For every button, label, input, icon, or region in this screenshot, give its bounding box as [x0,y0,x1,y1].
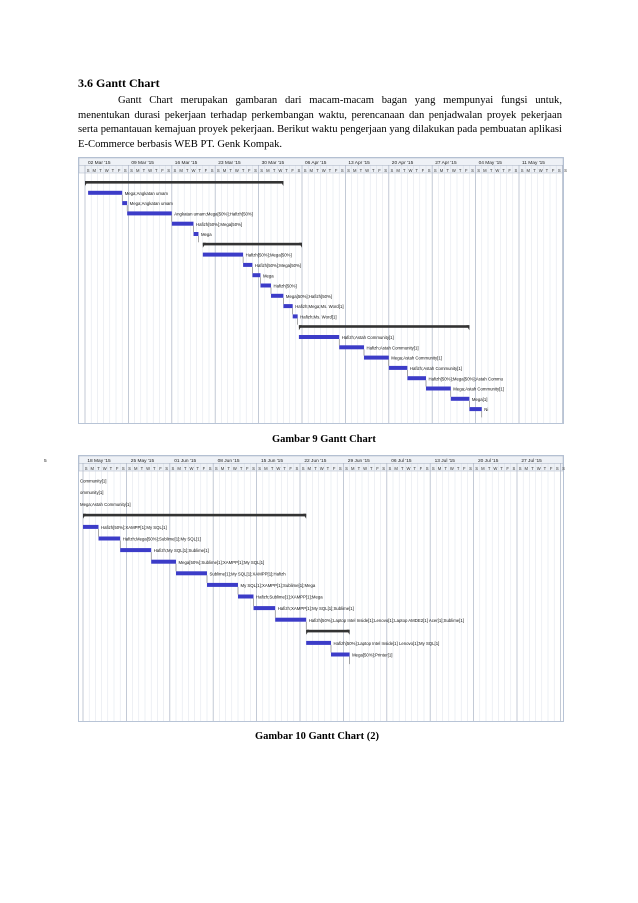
day-letter: T [314,466,317,471]
day-letter: T [272,168,276,173]
week-label: 18 May '15 [87,459,111,464]
task-bar [99,537,121,541]
task-bar [339,345,364,349]
day-letter: T [285,168,288,173]
day-letter: S [345,466,348,471]
task-bar [194,232,199,236]
task-label: Mega;Angkatan umam [124,190,168,196]
day-letter: S [167,168,171,173]
day-letter: S [208,466,212,471]
day-letter: T [533,168,536,173]
week-label: 06 Apr '15 [305,161,327,166]
week-label: 13 Apr '15 [348,161,370,166]
day-letter: W [276,466,281,471]
day-letter: T [153,466,156,471]
day-letter: S [165,466,169,471]
day-letter: F [376,466,379,471]
day-letter: W [536,466,541,471]
day-letter: W [189,466,194,471]
day-letter: W [449,466,454,471]
day-letter: S [382,466,386,471]
task-bar [451,397,470,401]
task-label: Hafizh[50%];Mega[50%];Astah Commu [428,376,504,382]
day-letter: S [340,168,344,173]
day-letter: S [128,466,131,471]
day-letter: S [84,466,88,471]
day-letter: T [196,466,199,471]
day-letter: T [184,466,187,471]
week-label: 23 Mar '15 [218,161,241,166]
task-label: Mega[1] [471,396,488,402]
task-label: Mega[50%];Printer[1] [352,652,393,658]
day-letter: W [365,168,370,173]
task-label: ommunity[1] [80,490,104,496]
week-label: 11 May '15 [522,161,545,166]
task-bar [299,335,339,339]
day-letter: F [159,466,162,471]
day-letter: F [549,466,553,471]
day-letter: M [394,466,398,471]
day-letter: M [524,466,529,471]
day-letter: S [469,466,472,471]
week-label: 27 Jul '15 [521,459,542,464]
task-label: Mega;Astah Community[1] [453,386,504,392]
day-letter: M [350,466,355,471]
task-label: Community[1] [80,478,107,484]
day-letter: M [179,168,183,173]
day-letter: W [493,466,498,471]
day-letter: M [352,168,357,173]
day-letter: M [92,168,97,173]
day-letter: T [111,168,115,173]
day-letter: S [390,168,394,173]
day-letter: S [477,168,481,173]
task-bar [151,560,176,564]
day-letter: T [446,168,449,173]
summary-bar [203,243,302,246]
day-letter: M [264,466,268,471]
day-letter: S [427,168,431,173]
body-paragraph: Gantt Chart merupakan gambaran dari macam-macam bagan yang mempunyai fungsi untuk, menentukan durasi pekerjaan terhadap perkembangan waktu, perencanaan dan penjadwalan proyek pekerjaan serta pemantauan kemajuan proyek pekerjaan. Berikut waktu pengerjaan yang dilakukan pada pembuatan aplikasi E-Commerce berbasis WEB PT. Genk Kompak. [78,95,562,150]
day-letter: F [161,168,164,173]
task-label: Mega[50%];Hafizh[50%] [285,293,333,299]
week-label: 29 Jun '15 [347,459,370,464]
day-letter: T [359,168,363,173]
day-letter: F [551,168,555,173]
week-label: 25 May '15 [130,459,155,464]
day-letter: F [204,168,208,173]
task-label: Mega;Astah Community[1] [80,501,131,507]
week-label: 08 Jun '15 [217,459,240,464]
task-bar [254,606,276,610]
task-bar [238,595,254,599]
task-label: Hafizh;Ms. Word[1] [300,314,337,320]
day-letter: T [283,466,286,471]
day-letter: T [270,466,274,471]
day-letter: T [142,168,146,173]
day-letter: T [357,466,361,471]
day-letter: T [456,466,460,471]
day-letter: F [378,168,381,173]
day-letter: S [431,466,435,471]
task-bar [127,211,172,215]
day-letter: F [289,466,292,471]
task-label: Mega;Angkatan umam [129,201,173,207]
day-letter: F [202,466,206,471]
task-bar [260,284,271,288]
day-letter: S [130,168,133,173]
day-letter: F [465,168,468,173]
task-bar [243,263,252,267]
day-letter: S [475,466,479,471]
task-label: Hafizh[50%] [273,283,297,289]
day-letter: S [520,168,524,173]
week-label: 20 Apr '15 [391,161,414,166]
task-label: Hafizh;Mega;Ms. Word[1] [295,304,344,310]
gantt-chart-2-svg [44,456,565,721]
day-letter: W [406,466,411,471]
day-letter: F [115,466,119,471]
week-label: 06 Jul '15 [391,459,412,464]
task-label: Hafizh[50%];Mega[50%] [196,221,243,227]
day-letter: F [248,168,251,173]
task-bar [176,571,207,575]
gantt-chart-1 [78,157,567,424]
day-letter: S [338,466,342,471]
task-label: Hafizh[50%];Laptop Intel Inside[1];Lenovo[1];Laptop AMDE2[1] Acer[1];Sublime[1] [308,617,464,623]
day-letter: T [109,466,113,471]
day-letter: W [408,168,413,173]
day-letter: T [155,168,158,173]
task-bar [207,583,238,587]
day-letter: T [543,466,547,471]
task-label: Hafizh;Sublime[1];XAMPP[1];Mega [256,594,323,600]
day-letter: S [252,466,255,471]
task-bar [203,253,243,257]
day-letter: S [518,466,522,471]
week-label: 01 Jun '15 [174,459,197,464]
day-letter: T [229,168,232,173]
day-letter: F [117,168,121,173]
task-label: Hafizh[50%];XAMPP[1];My SQL[1] [101,525,167,530]
task-bar [426,387,451,391]
task-bar [83,525,99,529]
day-letter: T [458,168,462,173]
day-letter: S [514,168,518,173]
day-letter: T [403,168,406,173]
day-letter: T [489,168,493,173]
day-letter: T [487,466,491,471]
summary-bar [299,325,470,328]
day-letter: S [123,168,127,173]
day-letter: T [186,168,189,173]
day-letter: T [413,466,416,471]
day-letter: T [316,168,319,173]
day-letter: M [222,168,227,173]
day-letter: T [415,168,418,173]
day-letter: T [370,466,373,471]
day-letter: T [500,466,503,471]
day-letter: T [99,168,102,173]
task-bar [271,294,283,298]
day-letter: W [102,466,107,471]
task-label: Hafizh[50%];Mega[50%] [254,263,302,268]
week-label: 5 [44,459,47,464]
summary-bar [306,630,349,633]
task-label: My SQL[1];XAMPP[1];Sublime[1];Mega [240,583,316,588]
day-letter: T [198,168,201,173]
task-bar [469,407,481,411]
day-letter: W [278,168,283,173]
day-letter: M [309,168,314,173]
task-label: Hafizh;My SQL[1];Sublime[1] [153,548,209,554]
week-label: 09 Mar '15 [131,161,154,166]
task-bar [88,191,122,195]
task-bar [389,366,408,370]
day-letter: T [241,168,245,173]
week-label: 27 Apr '15 [435,161,457,166]
summary-bar [85,181,283,184]
task-label: Hafizh[50%];Laptop Intel Inside[1] Lenovo[1];My SQL[1] [333,641,440,646]
day-letter: W [538,168,543,173]
task-bar [293,314,298,318]
day-letter: S [254,168,257,173]
day-letter: S [260,168,264,173]
task-label: Mega;Astah Community[1] [391,355,442,361]
day-letter: S [562,466,565,471]
day-letter: M [526,168,531,173]
day-letter: T [531,466,534,471]
day-letter: M [483,168,487,173]
day-letter: S [471,168,474,173]
task-bar [407,376,426,380]
day-letter: S [295,466,299,471]
week-label: 02 Mar '15 [88,161,111,166]
week-label: 13 Jul '15 [434,459,455,464]
day-letter: M [177,466,181,471]
week-label: 22 Jun '15 [304,459,327,464]
day-letter: T [401,466,404,471]
task-bar [306,641,331,645]
day-letter: F [291,168,294,173]
day-letter: F [419,466,423,471]
gantt-chart-1-svg [79,158,567,423]
day-letter: M [90,466,95,471]
task-bar [172,222,194,226]
task-label: Hafizh;XAMPP[1];My SQL[1];Sublime[1] [277,606,354,612]
day-letter: T [140,466,144,471]
task-label: Mega[50%];Sublime[1];XAMPP[1];My SQL[1] [178,559,265,565]
day-letter: S [384,168,388,173]
day-letter: S [214,466,218,471]
task-label: Ni [484,407,489,413]
task-bar [122,201,127,205]
day-letter: F [421,168,425,173]
day-letter: M [266,168,270,173]
day-letter: W [146,466,151,471]
day-letter: M [481,466,485,471]
day-letter: W [321,168,326,173]
task-bar [120,548,151,552]
day-letter: W [495,168,500,173]
task-label: Angkatan umam;Mega[50%];Hafizh[50%] [174,211,253,217]
day-letter: W [104,168,109,173]
day-letter: T [545,168,549,173]
day-letter: S [216,168,220,173]
day-letter: T [97,466,100,471]
day-letter: S [86,168,90,173]
task-label: Mega [200,232,212,238]
day-letter: W [232,466,237,471]
section-heading: 3.6 Gantt Chart [78,76,160,90]
day-letter: W [363,466,368,471]
task-label: Hafizh;Astah Community[1] [366,345,419,351]
day-letter: F [332,466,336,471]
day-letter: F [463,466,466,471]
task-label: Hafizh;Astah Community[1] [409,366,462,371]
day-letter: M [135,168,140,173]
day-letter: M [437,466,442,471]
day-letter: M [396,168,400,173]
summary-bar [83,514,306,517]
day-letter: S [564,168,567,173]
day-letter: S [555,466,559,471]
day-letter: T [372,168,375,173]
task-bar [364,356,389,360]
task-label: Hafizh;Astah Community[1] [341,335,394,341]
day-letter: S [258,466,262,471]
day-letter: S [303,168,307,173]
day-letter: M [307,466,312,471]
day-letter: F [508,168,511,173]
day-letter: W [451,168,456,173]
day-letter: S [388,466,392,471]
day-letter: T [502,168,505,173]
day-letter: T [227,466,230,471]
day-letter: W [191,168,196,173]
task-label: Sublime[1];My SQL[1];XAMPP[1];Hafizh [209,571,286,577]
week-label: 20 Jul '15 [478,459,499,464]
figure-caption-9: Gambar 9 Gantt Chart [272,434,376,445]
day-letter: S [173,168,177,173]
day-letter: S [210,168,214,173]
figure-caption-10: Gambar 10 Gantt Chart (2) [255,731,380,742]
gantt-chart-2 [44,455,565,722]
week-label: 16 Mar '15 [174,161,198,166]
task-bar [283,304,292,308]
day-letter: M [133,466,138,471]
day-letter: S [433,168,437,173]
task-label: Hafizh[50%];Mega[50%] [245,252,292,258]
day-letter: M [220,466,225,471]
day-letter: W [148,168,153,173]
day-letter: M [439,168,444,173]
day-letter: F [506,466,509,471]
day-letter: S [301,466,305,471]
day-letter: T [239,466,243,471]
day-letter: T [328,168,332,173]
day-letter: S [557,168,561,173]
week-label: 04 May '15 [478,161,502,166]
task-bar [275,618,306,622]
task-label: Mega [262,273,274,279]
day-letter: S [121,466,125,471]
week-label: 15 Jun '15 [261,459,283,464]
day-letter: S [171,466,175,471]
day-letter: S [512,466,516,471]
day-letter: S [347,168,350,173]
week-label: 30 Mar '15 [261,161,285,166]
task-bar [331,653,350,657]
day-letter: T [326,466,330,471]
day-letter: T [444,466,447,471]
day-letter: W [234,168,239,173]
task-label: Hafizh;Mega[50%];Sublime[1];My SQL[1] [122,536,201,542]
day-letter: W [319,466,324,471]
day-letter: F [334,168,338,173]
day-letter: F [246,466,249,471]
day-letter: S [425,466,429,471]
day-letter: S [297,168,301,173]
task-bar [252,273,260,277]
